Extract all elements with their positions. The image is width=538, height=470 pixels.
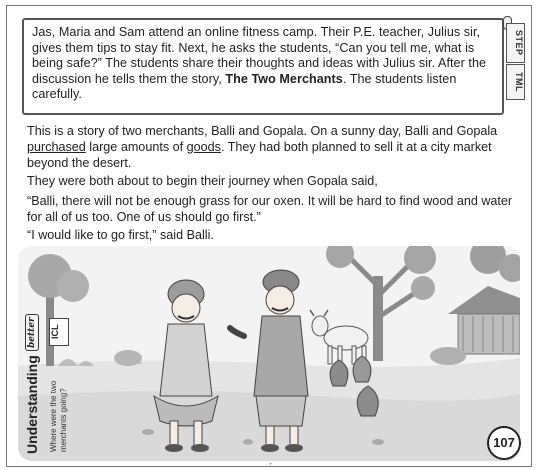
understanding-label: [19, 306, 45, 454]
story-paragraph-1: [27, 124, 517, 171]
story-p1-part-c: . They had both planned to sell it at a city market beyond the desert.: [27, 139, 492, 170]
page-number: 107: [487, 426, 521, 460]
icl-tag: ICL: [49, 318, 69, 346]
story-paragraph-3: “Balli, there will not be enough grass for our oxen. It will be hard to find wood and water for all of us too. One of us should go first.”: [27, 194, 513, 224]
story-paragraph-4: “I would like to go first,” said Balli.: [27, 228, 214, 242]
story-p1-part-a: This is a story of two merchants, Balli and Gopala. On a sunny day, Balli and Gopala: [27, 124, 498, 138]
story-title: The Two Merchants: [225, 71, 343, 86]
vocab-goods: goods: [186, 139, 221, 154]
comprehension-question: Where were the two merchants going?: [49, 380, 68, 452]
intro-box: [22, 18, 504, 115]
vocab-purchased: purchased: [27, 139, 86, 154]
step-tag: STEP: [506, 23, 525, 63]
intro-text: [32, 25, 496, 103]
intro-text-start: Jas, Maria and Sam attend an online fitness camp. Their P.E. teacher, Julius sir, gives them tips to stay fit. Next, he asks the students, “Can you tell me, what is being safe?” The students share their thoughts and ideas with Julius sir. After the discussion he tells them the story,: [32, 25, 487, 86]
tml-tag: TML: [506, 64, 525, 100]
better-badge: better: [25, 314, 39, 351]
story-illustration: [18, 246, 520, 461]
story-p1-part-b: large amounts of: [85, 139, 187, 154]
understanding-better-panel: [19, 306, 69, 458]
story-paragraph-2: They were both about to begin their journey when Gopala said,: [27, 174, 378, 188]
merchants-scene-svg: [18, 246, 520, 461]
textbook-page: [6, 5, 532, 467]
understanding-text: Understanding: [24, 355, 40, 454]
intro-text-end: . The students listen carefully.: [32, 71, 457, 102]
footer-mark: +: [269, 462, 273, 468]
